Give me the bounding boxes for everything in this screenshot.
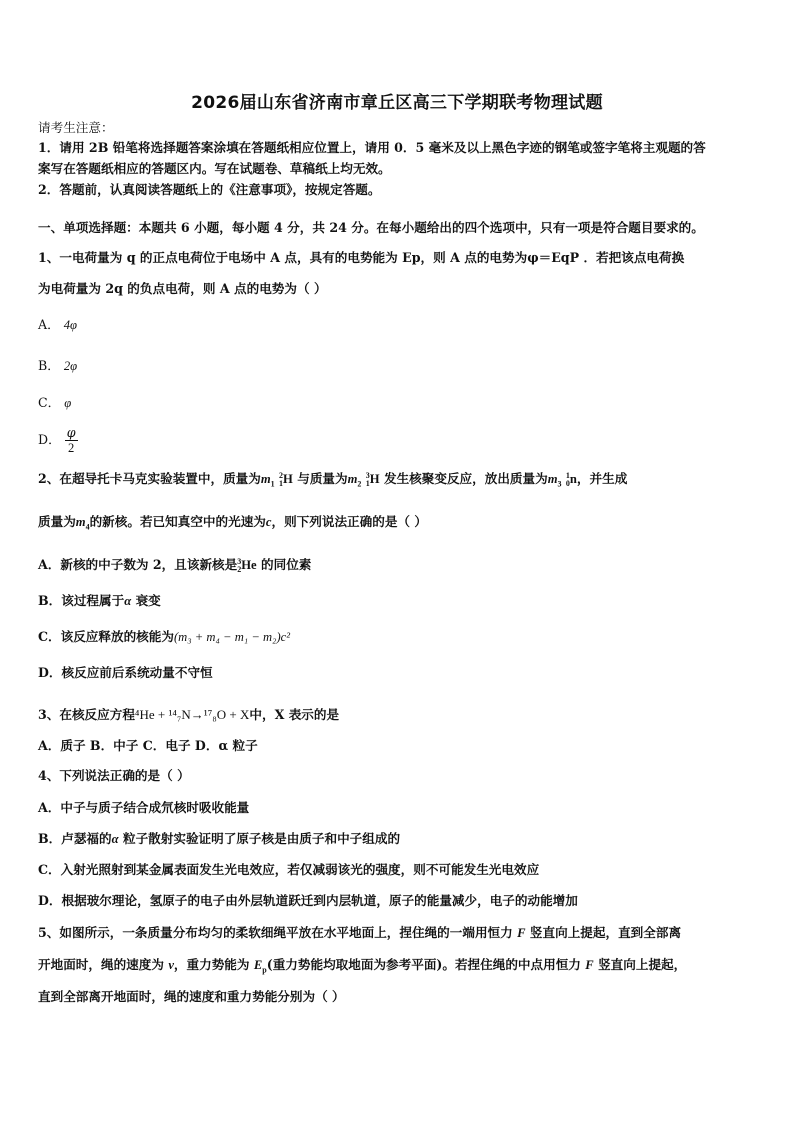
q1-option-d	[38, 426, 758, 455]
q3-stem	[38, 706, 758, 724]
notice-heading: 请考生注意：	[38, 120, 114, 135]
mass-symbol: m	[260, 472, 271, 486]
q1-stem-line-1: 1、一电荷量为 q 的正点电荷位于电场中 A 点，具有的电势能为 Ep，则 A 点的电势为φ＝EqP ．若把该点电荷换	[38, 250, 685, 265]
text: ，重力势能为	[173, 957, 254, 972]
q5-stem-line-1	[38, 924, 758, 942]
text: 的新核。若已知真空中的光速为	[89, 514, 266, 529]
q4-option-d: D．根据玻尔理论，氢原子的电子由外层轨道跃迁到内层轨道，原子的能量减少，电子的动能增加	[38, 893, 578, 908]
nuclide-helium-3	[237, 556, 256, 574]
text: 开地面时，绳的速度为	[38, 957, 169, 972]
fraction	[65, 426, 78, 455]
q1-stem-line-2: 为电荷量为 2q 的负点电荷，则 A 点的电势为（ ）	[38, 281, 327, 296]
subscript: 3	[557, 479, 562, 489]
text: 质量为	[38, 514, 76, 529]
fraction-numerator: φ	[66, 425, 76, 440]
text: 中，X 表示的是	[249, 707, 340, 722]
mass-symbol: m	[347, 472, 358, 486]
charge-number: 2	[237, 565, 242, 575]
q2-option-c	[38, 628, 758, 646]
text: 粒子散射实验证明了原子核是由质子和中子组成的	[118, 831, 401, 846]
text: 发生核聚变反应，放出质量为	[379, 471, 548, 486]
text: B．该过程属于	[38, 593, 125, 608]
text: 5、如图所示，一条质量分布均匀的柔软细绳平放在水平地面上，捏住绳的一端用恒力	[38, 925, 518, 940]
nuclide-deuterium	[279, 470, 293, 488]
text: 竖直向上提起，直到全部离	[525, 925, 682, 940]
page-title: 2026届山东省济南市章丘区高三下学期联考物理试题	[191, 93, 603, 113]
text: ，则下列说法正确的是（ ）	[271, 514, 427, 529]
q2-option-a	[38, 556, 758, 574]
fraction-denominator: 2	[67, 441, 75, 455]
q1-option-c	[38, 394, 758, 412]
text: 与质量为	[292, 471, 348, 486]
potential-energy-symbol: E	[253, 958, 263, 972]
q4-option-b	[38, 830, 758, 848]
q1-option-a	[38, 316, 758, 334]
energy-expression: (m₃ + m₄ − m₁ − m₂)c²	[173, 630, 290, 644]
notice-item-2: 2．答题前，认真阅读答题纸上的《注意事项》，按规定答题。	[38, 182, 381, 197]
text: B．卢瑟福的	[38, 831, 112, 846]
q2-stem-line-2	[38, 513, 758, 537]
nuclide-tritium	[366, 470, 380, 488]
mass-symbol: m	[75, 515, 86, 529]
nuclear-equation: ⁴He + ¹⁴₇N→¹⁷₈O + X	[134, 707, 250, 722]
mass-symbol: m	[547, 472, 558, 486]
subscript: 4	[85, 522, 90, 532]
text: (重力势能均取地面为参考平面)。若捏住绳的中点用恒力	[266, 957, 586, 972]
text: C．该反应释放的核能为	[38, 629, 174, 644]
force-symbol: F	[517, 926, 526, 940]
subscript: 1	[270, 479, 275, 489]
text: 3、在核反应方程	[38, 707, 135, 722]
option-label: C．	[38, 395, 61, 410]
option-label: A．	[38, 317, 60, 332]
q2-stem-line-1	[38, 470, 758, 494]
text: 衰变	[131, 593, 161, 608]
q5-stem-line-3: 直到全部离开地面时，绳的速度和重力势能分别为（ ）	[38, 989, 345, 1004]
mass-number: 3	[365, 471, 370, 481]
velocity-symbol: v	[168, 958, 174, 972]
option-math: 2φ	[63, 359, 78, 373]
force-symbol: F	[585, 958, 594, 972]
charge-number: 1	[365, 479, 370, 489]
option-math: 4φ	[63, 318, 77, 332]
element-symbol: H	[369, 472, 380, 486]
element-symbol: He	[241, 558, 257, 572]
option-math: φ	[64, 396, 72, 410]
notice-item-1-line-2: 案写在答题纸相应的答题区内。写在试题卷、草稿纸上均无效。	[38, 161, 391, 176]
text: 的同位素	[256, 557, 312, 572]
q5-stem-line-2	[38, 956, 758, 980]
text: 2、在超导托卡马克实验装置中，质量为	[38, 471, 261, 486]
q4-option-c: C．入射光照射到某金属表面发生光电效应，若仅减弱该光的强度，则不可能发生光电效应	[38, 862, 540, 877]
element-symbol: n	[569, 472, 577, 486]
q1-option-b	[38, 357, 758, 375]
q2-option-b	[38, 592, 758, 610]
mass-number: 3	[237, 557, 242, 567]
notice-item-1-line-1: 1．请用 2B 铅笔将选择题答案涂填在答题纸相应位置上，请用 0．5 毫米及以上黑色字迹的钢笔或签字笔将主观题的答	[38, 140, 706, 155]
option-label: B．	[38, 358, 60, 373]
subscript: 2	[357, 479, 362, 489]
q3-options: A．质子 B．中子 C．电子 D．α 粒子	[38, 738, 258, 753]
alpha-symbol: α	[111, 832, 119, 846]
element-symbol: H	[283, 472, 293, 486]
option-label: D．	[38, 432, 61, 447]
light-speed-symbol: c	[265, 515, 272, 529]
q2-option-d: D．核反应前后系统动量不守恒	[38, 665, 213, 680]
section-heading: 一、单项选择题：本题共 6 小题，每小题 4 分，共 24 分。在每小题给出的四个选项中，只有一项是符合题目要求的。	[38, 220, 704, 235]
mass-number: 1	[565, 471, 570, 481]
alpha-symbol: α	[124, 594, 132, 608]
charge-number: 0	[565, 479, 570, 489]
text: A．新核的中子数为 2，且该新核是	[38, 557, 238, 572]
nuclide-neutron	[566, 470, 577, 488]
charge-number: 1	[279, 479, 284, 489]
text: ，并生成	[576, 471, 628, 486]
subscript: p	[262, 965, 267, 975]
q4-stem: 4、下列说法正确的是（ ）	[38, 768, 190, 783]
text: 竖直向上提起，	[593, 957, 687, 972]
q4-option-a: A．中子与质子结合成氘核时吸收能量	[38, 800, 250, 815]
mass-number: 2	[279, 471, 284, 481]
